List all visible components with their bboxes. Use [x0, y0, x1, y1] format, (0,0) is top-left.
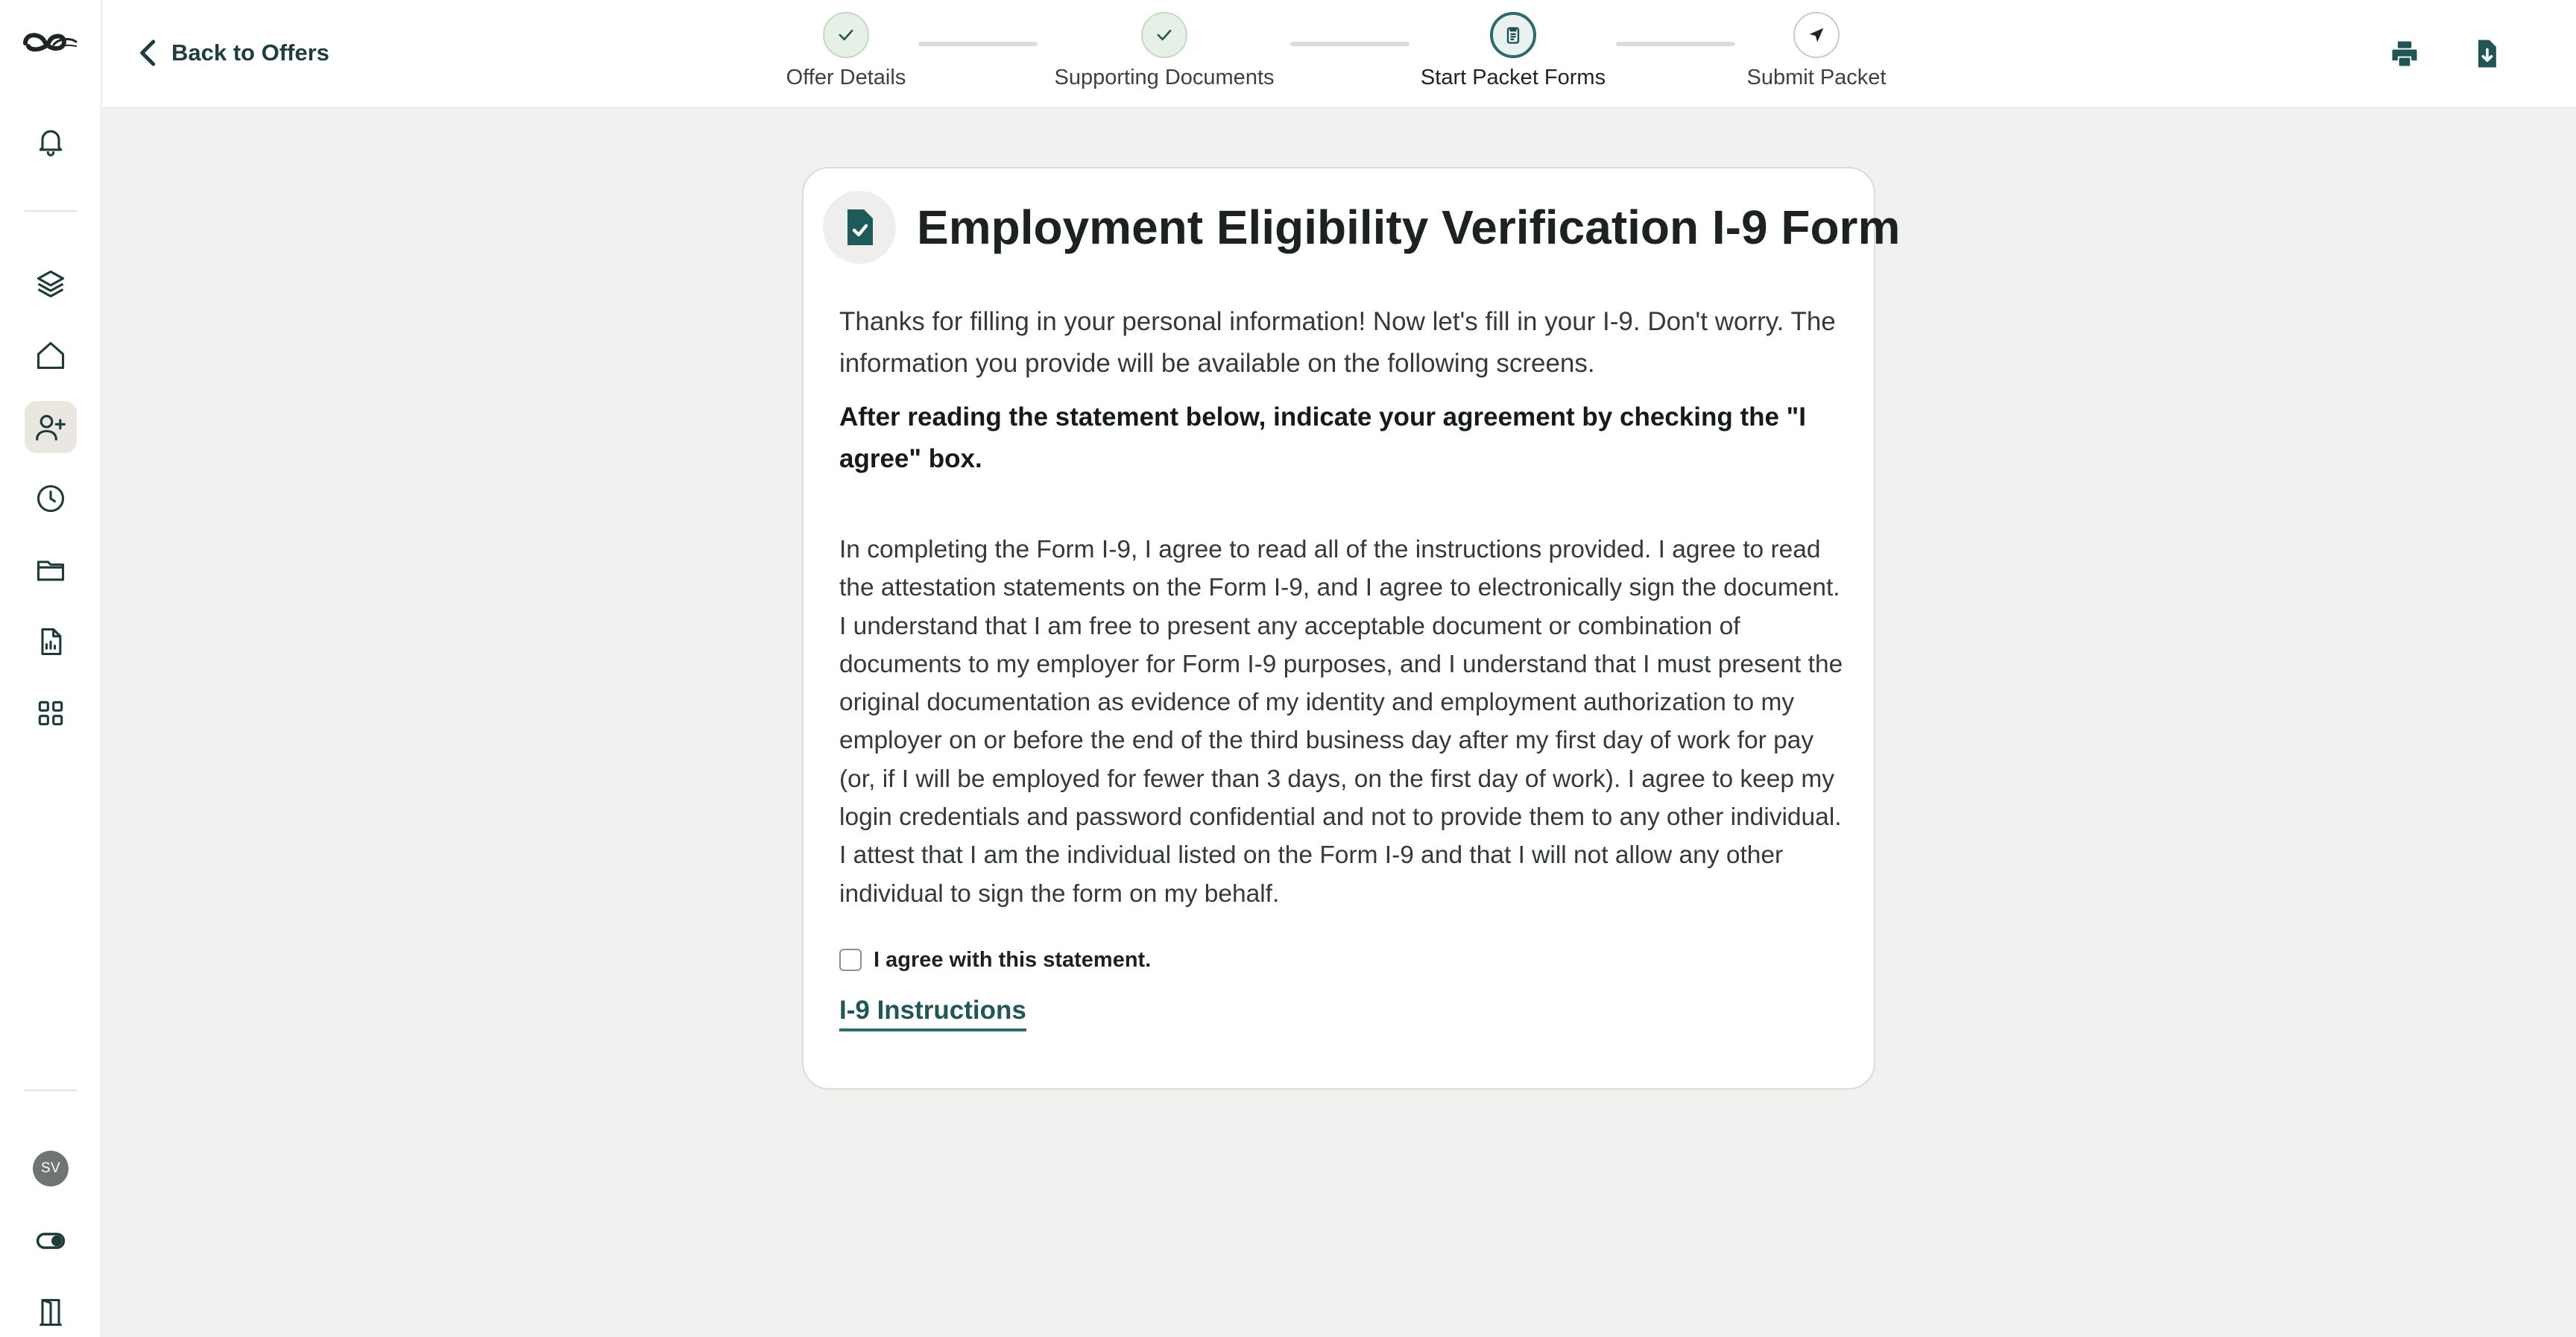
clock-icon[interactable] [25, 472, 77, 525]
document-check-icon [823, 191, 896, 264]
user-plus-icon[interactable] [25, 401, 77, 453]
back-to-offers-button[interactable] [136, 34, 329, 72]
sidebar [0, 0, 101, 1337]
i9-instructions-link[interactable]: I-9 Instructions [839, 996, 1026, 1031]
i9-form-card [802, 167, 1901, 1090]
step-connector [1616, 42, 1735, 46]
layers-icon[interactable] [25, 258, 77, 310]
form-title: Employment Eligibility Verification I-9 Form [917, 200, 1901, 254]
notifications-bell-icon[interactable] [25, 115, 77, 167]
agree-checkbox-row[interactable] [839, 945, 1151, 975]
step-start-packet-forms-label[interactable]: Start Packet Forms [1420, 66, 1606, 89]
agree-checkbox-label[interactable]: I agree with this statement. [874, 947, 1152, 972]
grid-apps-icon[interactable] [25, 687, 77, 739]
toggle-icon[interactable] [25, 1215, 77, 1267]
step-supporting-documents-label[interactable]: Supporting Documents [1054, 66, 1275, 89]
step-offer-details-check-icon[interactable] [823, 12, 869, 58]
top-bar [102, 0, 2576, 108]
download-file-icon[interactable] [2463, 30, 2510, 78]
folder-icon[interactable] [25, 544, 77, 596]
intro-text: Thanks for filling in your personal information! Now let's fill in your I-9. Don't worry. The information you provide will be available on the following screens. [839, 307, 1836, 378]
user-avatar[interactable]: SV [33, 1151, 69, 1186]
step-start-packet-forms-clipboard-icon[interactable] [1490, 12, 1536, 58]
attestation-statement: In completing the Form I-9, I agree to read all of the instructions provided. I agree to read the attestation statements on the Form I-9, and I agree to electronically sign the document. I understand that I am free to present any acceptable document or combination of documents to my employer for Form I-9 purposes, and I understand that I must present the original documentation as evidence of my identity and employment authorization to my employer on or before the end of the third business day after my first day of work for pay (or, if I will be employed for fewer than 3 days, on the first day of work). I agree to keep my login credentials and password confidential and not to provide them to any other individual. I attest that I am the individual listed on the Form I-9 and that I will not allow any other individual to sign the form on my behalf. [839, 536, 1843, 908]
step-submit-packet-label[interactable]: Submit Packet [1746, 66, 1887, 89]
back-label: Back to Offers [171, 39, 329, 66]
report-document-icon[interactable] [25, 616, 77, 668]
step-offer-details-label[interactable]: Offer Details [786, 66, 906, 89]
chevron-left-icon [136, 38, 161, 68]
step-connector [918, 42, 1038, 46]
step-supporting-documents-check-icon[interactable] [1141, 12, 1187, 58]
logout-door-icon[interactable] [25, 1286, 77, 1337]
sidebar-divider-bottom [25, 1090, 77, 1091]
brand-logo[interactable] [21, 24, 80, 61]
step-submit-packet-send-icon[interactable] [1793, 12, 1840, 58]
sidebar-divider [25, 210, 77, 212]
agree-checkbox[interactable] [839, 949, 862, 971]
step-connector [1290, 42, 1409, 46]
instruction-text: After reading the statement below, indicate your agreement by checking the "I agree" box. [839, 402, 1806, 473]
print-icon[interactable] [2381, 30, 2428, 78]
home-icon[interactable] [25, 329, 77, 382]
